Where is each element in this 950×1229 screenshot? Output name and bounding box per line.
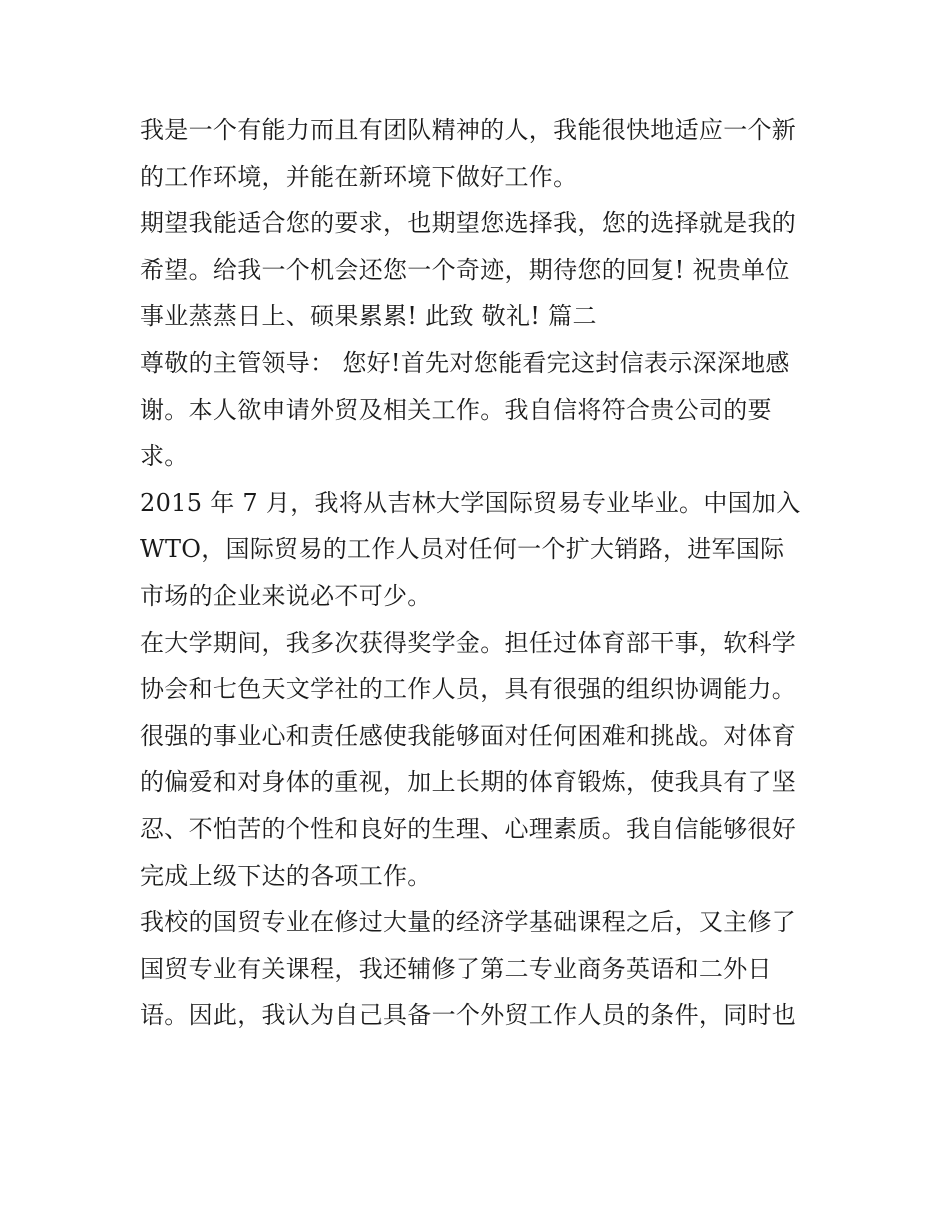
text-line: WTO，国际贸易的工作人员对任何一个扩大销路，进军国际: [140, 535, 785, 564]
text-line: 国贸专业有关课程，我还辅修了第二专业商务英语和二外日: [140, 954, 772, 983]
text-line: 谢。本人欲申请外贸及相关工作。我自信将符合贵公司的要: [140, 395, 772, 424]
text-line: 求。: [140, 442, 189, 471]
text-line: 在大学期间，我多次获得奖学金。担任过体育部干事，软科学: [140, 628, 797, 657]
text-line: 希望。给我一个机会还您一个奇迹，期待您的回复! 祝贵单位: [140, 255, 790, 284]
text-line: 我校的国贸专业在修过大量的经济学基础课程之后，又主修了: [140, 908, 797, 937]
text-line: 2015 年 7 月，我将从吉林大学国际贸易专业毕业。中国加入: [140, 488, 801, 517]
text-line: 完成上级下达的各项工作。: [140, 861, 432, 890]
text-line: 的偏爱和对身体的重视，加上长期的体育锻炼，使我具有了坚: [140, 768, 797, 797]
text-line: 期望我能适合您的要求，也期望您选择我，您的选择就是我的: [140, 209, 797, 238]
text-line: 忍、不怕苦的个性和良好的生理、心理素质。我自信能够很好: [140, 814, 797, 843]
text-line: 市场的企业来说必不可少。: [140, 581, 432, 610]
text-line: 我是一个有能力而且有团队精神的人，我能很快地适应一个新: [140, 116, 797, 144]
text-line: 语。因此，我认为自己具备一个外贸工作人员的条件，同时也: [140, 1001, 797, 1030]
text-line: 的工作环境，并能在新环境下做好工作。: [140, 162, 578, 191]
text-line: 事业蒸蒸日上、硕果累累! 此致 敬礼! 篇二: [140, 302, 597, 331]
text-line: 协会和七色天文学社的工作人员，具有很强的组织协调能力。: [140, 675, 797, 704]
text-line: 很强的事业心和责任感使我能够面对任何困难和挑战。对体育: [140, 721, 797, 750]
text-line: 尊敬的主管领导： 您好!首先对您能看完这封信表示深深地感: [140, 348, 790, 377]
document-body: [140, 107, 830, 1039]
